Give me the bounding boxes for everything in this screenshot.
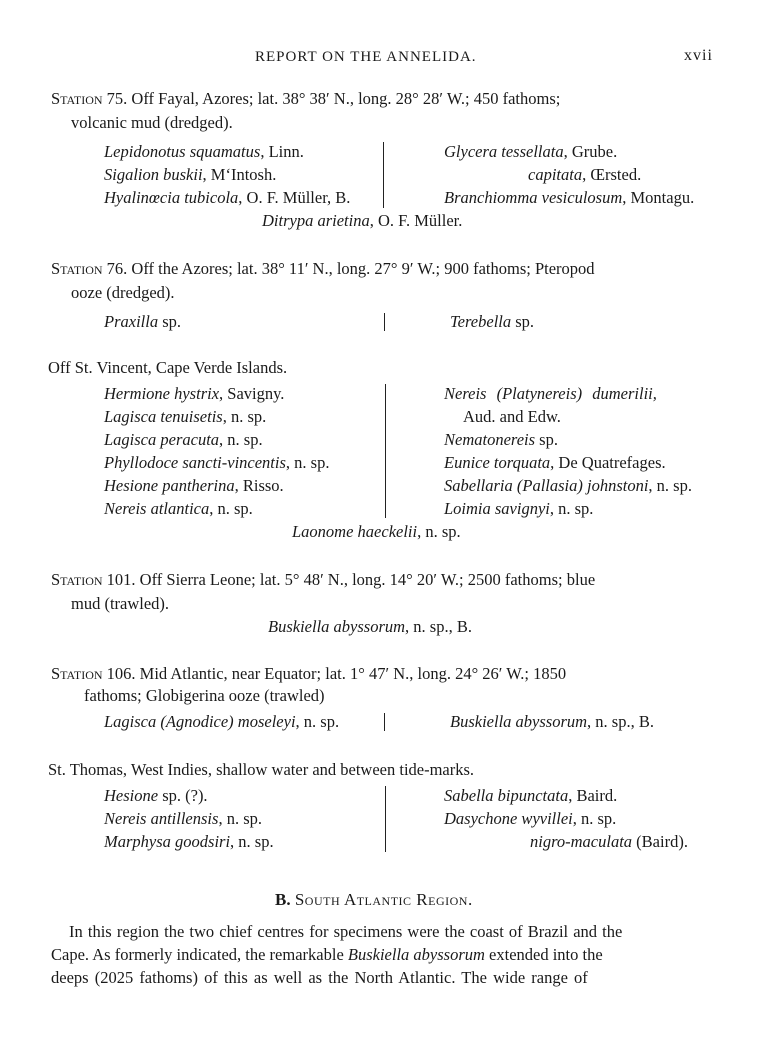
paragraph-line: In this region the two chief centres for specimens were the coast of Brazil and the [69, 922, 623, 941]
paragraph-line: deeps (2025 fathoms) of this as well as the North Atlantic. The wide range of [51, 968, 588, 987]
species-right: Glycera tessellata, Grube. [444, 142, 618, 161]
section-title: South Atlantic Region. [294, 890, 473, 909]
station-76-line1 [51, 259, 595, 279]
species-left: Lepidonotus squamatus, Linn. [104, 142, 304, 161]
column-divider [383, 142, 384, 208]
station-76-line2: ooze (dredged). [71, 283, 175, 302]
species-left: Marphysa goodsiri, n. sp. [104, 832, 274, 851]
page-number: xvii [684, 47, 713, 64]
species-right: capitata, Œrsted. [528, 165, 642, 184]
paragraph-line [51, 943, 603, 967]
species-right: Nematonereis sp. [444, 430, 558, 449]
column-divider [384, 313, 385, 331]
species-left: Praxilla sp. [104, 312, 181, 331]
station-106-line1 [51, 664, 566, 684]
station-101-line1 [51, 570, 595, 590]
stvincent-line1: Off St. Vincent, Cape Verde Islands. [48, 358, 288, 377]
species-center: Ditrypa arietina, O. F. Müller. [262, 211, 463, 230]
species-left: Nereis antillensis, n. sp. [104, 809, 262, 828]
stthomas-line1: St. Thomas, West Indies, shallow water and between tide-marks. [48, 760, 475, 779]
species-right: Sabella bipunctata, Baird. [444, 786, 618, 805]
species-left: Lagisca (Agnodice) moseleyi, n. sp. [104, 712, 340, 731]
species-left: Hyalinœcia tubicola, O. F. Müller, B. [104, 188, 351, 207]
species-right: Eunice torquata, De Quatrefages. [444, 453, 666, 472]
species-right: Sabellaria (Pallasia) johnstoni, n. sp. [444, 476, 692, 495]
station-75-line2: volcanic mud (dredged). [71, 113, 233, 132]
paragraph-text: Cape. As formerly indicated, the remarkable [51, 945, 348, 964]
species-center: Laonome haeckelii, n. sp. [292, 522, 461, 541]
station-101-line2: mud (trawled). [71, 594, 170, 613]
station-desc: Off the Azores; lat. 38° 11′ N., long. 27° 9′ W.; 900 fathoms; Pteropod [131, 259, 595, 278]
paragraph-text: extended into the [484, 945, 603, 964]
paragraph-italic: Buskiella abyssorum [347, 945, 485, 964]
station-label: Station 101. [51, 570, 136, 589]
station-75-line1 [51, 89, 560, 109]
species-right: Nereis (Platynereis) dumerilii, [444, 384, 657, 403]
section-letter: B. [275, 890, 291, 909]
species-left: Hesione pantherina, Risso. [104, 476, 284, 495]
species-left: Lagisca peracuta, n. sp. [104, 430, 263, 449]
species-left: Nereis atlantica, n. sp. [104, 499, 253, 518]
species-right: Terebella sp. [450, 312, 535, 331]
column-divider [384, 713, 385, 731]
station-label: Station 106. [51, 664, 136, 683]
species-left: Hermione hystrix, Savigny. [104, 384, 285, 403]
species-right: Dasychone wyvillei, n. sp. [444, 809, 617, 828]
column-divider [385, 786, 386, 852]
species-right: Buskiella abyssorum, n. sp., B. [450, 712, 654, 731]
station-desc: Mid Atlantic, near Equator; lat. 1° 47′ N., long. 24° 26′ W.; 1850 [139, 664, 567, 683]
species-right: nigro-maculata (Baird). [530, 832, 688, 851]
species-left: Phyllodoce sancti-vincentis, n. sp. [104, 453, 330, 472]
species-center: Buskiella abyssorum, n. sp., B. [268, 617, 472, 636]
station-label: Station 76. [51, 259, 128, 278]
species-right: Aud. and Edw. [463, 407, 561, 426]
column-divider [385, 384, 386, 518]
species-left: Sigalion buskii, M‘Intosh. [104, 165, 277, 184]
station-label: Station 75. [51, 89, 128, 108]
station-desc: Off Sierra Leone; lat. 5° 48′ N., long. 14° 20′ W.; 2500 fathoms; blue [139, 570, 596, 589]
station-desc: Off Fayal, Azores; lat. 38° 38′ N., long. 28° 28′ W.; 450 fathoms; [131, 89, 561, 108]
species-right: Branchiomma vesiculosum, Montagu. [444, 188, 695, 207]
species-left: Hesione sp. (?). [104, 786, 208, 805]
species-right: Loimia savignyi, n. sp. [444, 499, 594, 518]
section-heading [275, 890, 473, 910]
species-left: Lagisca tenuisetis, n. sp. [104, 407, 267, 426]
station-106-line2: fathoms; Globigerina ooze (trawled) [84, 686, 325, 705]
running-header: REPORT ON THE ANNELIDA. [255, 49, 477, 65]
